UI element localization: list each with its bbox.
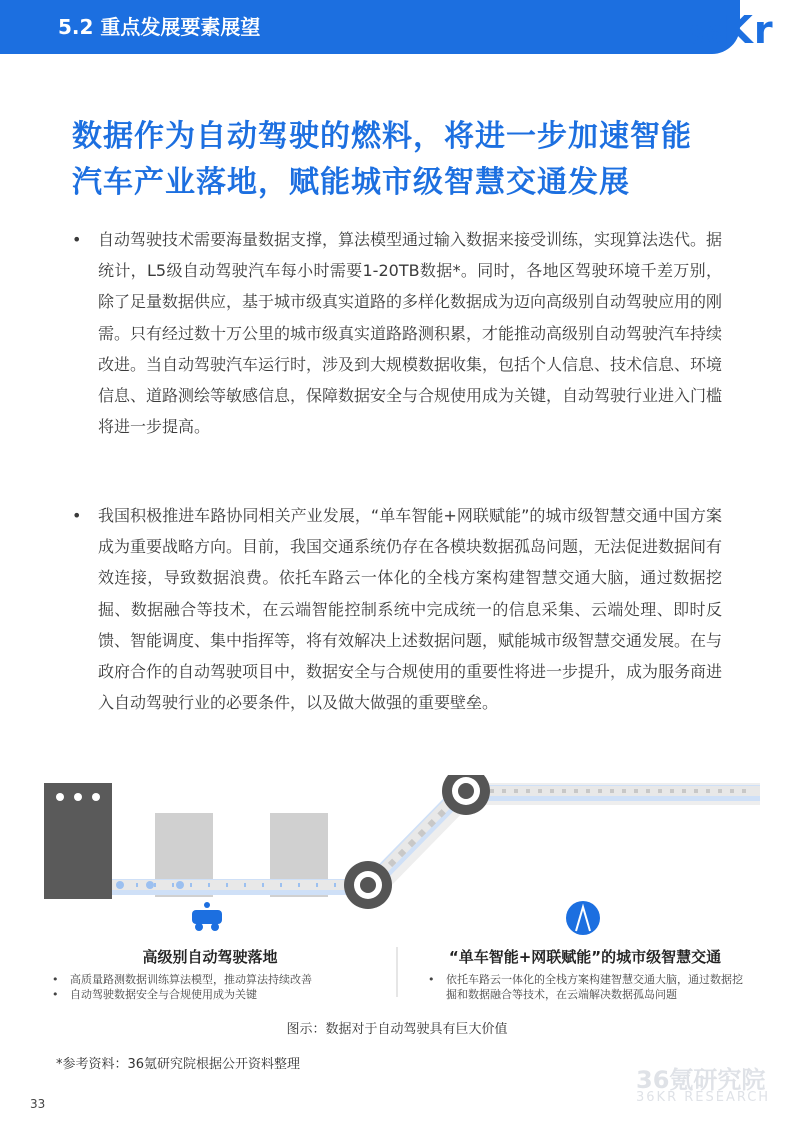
- watermark-cn: 36氪研究院: [636, 1066, 766, 1094]
- bullet-paragraph: • 我国积极推进车路协同相关产业发展，“单车智能+网联赋能”的城市级智慧交通中国方案成为重要战略方向。目前，我国交通系统仍存在各模块数据孤岛问题，无法促进数据间有效连接，导致数据浪费。依托车路云一体化的全栈方案构建智慧交通大脑，通过数据挖掘、数据融合等技术，在云端智能控制系统中完成统一的信息采集、云端处理、即时反馈、智能调度、集中指挥等，将有效解决上述数据问题，赋能城市级智慧交通发展。在与政府合作的自动驾驶项目中，数据安全与合规使用的重要性将进一步提升，成为服务商进入自动驾驶行业的必要条件，以及做大做强的重要壁垒。: [72, 506, 723, 713]
- page-number: 33: [30, 1097, 46, 1111]
- page-title: 数据作为自动驾驶的燃料，将进一步加速智能 汽车产业落地，赋能城市级智慧交通发展: [72, 119, 692, 200]
- section-title: 5.2 重点发展要素展望: [58, 15, 261, 39]
- figure-right-points: • 依托车路云一体化的全栈方案构建智慧交通大脑，通过数据挖掘和数据融合等技术，在云端解决数据孤岛问题: [428, 972, 748, 1002]
- source-note: *参考资料：36氪研究院根据公开资料整理: [56, 1057, 301, 1072]
- watermark-en: 36KR RESEARCH: [636, 1090, 771, 1105]
- figure-left-title: 高级别自动驾驶落地: [142, 948, 278, 966]
- figure-left-points: • 高质量路测数据训练算法模型，推动算法持续改善 • 自动驾驶数据安全与合规使用成为关键: [52, 972, 392, 1002]
- figure-caption: 图示：数据对于自动驾驶具有巨大价值: [286, 1022, 508, 1037]
- bullet-paragraph: • 自动驾驶技术需要海量数据支撑，算法模型通过输入数据来接受训练，实现算法迭代。据统计，L5级自动驾驶汽车每小时需要1-20TB数据*。同时，各地区驾驶环境千差万别，除了足量数据供应，基于城市级真实道路的多样化数据成为迈向高级别自动驾驶应用的刚需。只有经过数十万公里的城市级真实道路路测积累，才能推动高级别自动驾驶汽车持续改进。当自动驾驶汽车运行时，涉及到大规模数据收集，包括个人信息、技术信息、环境信息、道路测绘等敏感信息，保障数据安全与合规使用成为关键，自动驾驶行业进入门槛将进一步提高。: [72, 230, 723, 437]
- 36kr-logo: 36Kr: [688, 8, 774, 52]
- gear-icon: [344, 861, 392, 909]
- section-header: [0, 0, 740, 54]
- figure-right-title: “单车智能+网联赋能”的城市级智慧交通: [448, 948, 722, 966]
- road-icon: [566, 901, 600, 935]
